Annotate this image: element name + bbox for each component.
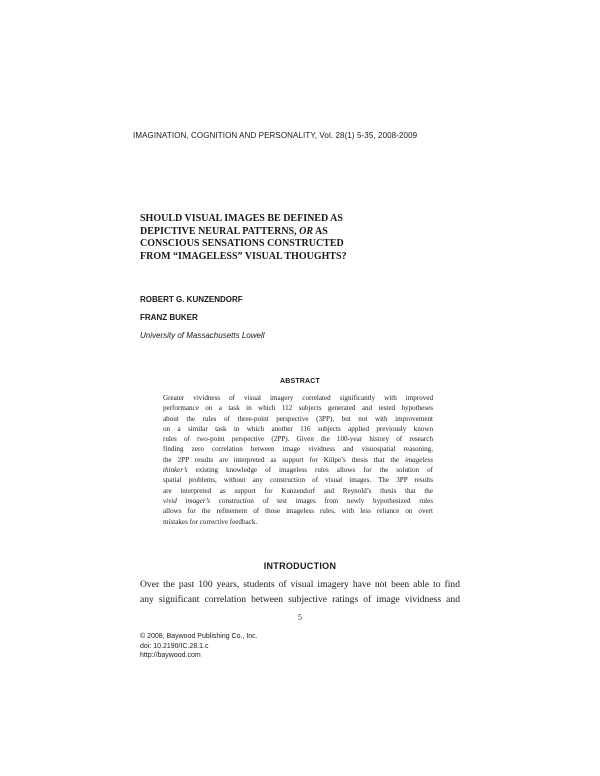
title-line-2	[140, 226, 440, 239]
abstract-line: performance on a task in which 112 subjects generated and tested hypotheses	[163, 404, 433, 413]
abstract-line: mistakes for corrective feedback.	[163, 517, 258, 526]
author-affiliation: University of Massachusetts Lowell	[140, 331, 265, 340]
abstract-line: Greater vividness of visual imagery correlated significantly with improved	[163, 394, 433, 402]
abstract-line: spatial problems, without any construction of visual images. The 3PP results	[163, 476, 433, 485]
author-name: ROBERT G. KUNZENDORF	[140, 295, 243, 304]
publisher-url: http://baywood.com	[140, 652, 201, 659]
title-line-3: CONSCIOUS SENSATIONS CONSTRUCTED	[140, 238, 344, 250]
journal-citation: IMAGINATION, COGNITION AND PERSONALITY, Vol. 28(1) 5-35, 2008-2009	[133, 131, 418, 140]
abstract-heading: ABSTRACT	[279, 378, 321, 385]
body-line: any significant correlation between subjective ratings of image vividness and	[140, 593, 460, 605]
abstract-emphasis: thinker’s	[163, 466, 188, 475]
author-name: FRANZ BUKER	[140, 313, 198, 322]
abstract-line: about the rules of three-point perspective (3PP), but not with improvement	[163, 414, 433, 423]
title-emphasis: OR	[299, 225, 314, 237]
abstract-line: are interpreted as support for Kunzendorf and Reynold’s thesis that the	[163, 486, 433, 495]
title-line-2-end: AS	[314, 225, 328, 237]
abstract-line	[163, 455, 433, 465]
abstract-line	[163, 496, 433, 506]
title-line-4: FROM “IMAGELESS” VISUAL THOUGHTS?	[140, 250, 347, 262]
introduction-body	[140, 578, 460, 607]
publication-footer	[140, 632, 258, 661]
page-number: 5	[298, 613, 302, 622]
title-line-1: SHOULD VISUAL IMAGES BE DEFINED AS	[140, 213, 343, 224]
body-line: Over the past 100 years, students of visual imagery have not been able to find	[140, 579, 460, 590]
copyright-line: © 2008, Baywood Publishing Co., Inc.	[140, 633, 258, 640]
abstract-line: rules of two-point perspective (2PP). Given the 100-year history of research	[163, 435, 433, 444]
abstract-emphasis: imageless	[405, 455, 433, 464]
abstract-body	[163, 393, 433, 527]
abstract-line: on a similar task in which another 116 subjects applied previously known	[163, 424, 433, 433]
abstract-text: existing knowledge of imageless rules allows for the solution of	[195, 466, 433, 475]
abstract-text: the 2PP results are interpreted as support for Külpe’s thesis that the	[163, 455, 400, 464]
article-title	[140, 213, 440, 263]
abstract-emphasis: vivid imager’s	[163, 496, 211, 505]
abstract-line: allows for the refinement of those imageless rules, with less reliance on overt	[163, 507, 433, 516]
doi-line: doi: 10.2190/IC.28.1.c	[140, 642, 209, 650]
abstract-line	[163, 465, 433, 475]
abstract-text: construction of test images from newly hypothesized rules	[218, 496, 433, 505]
title-line-2-start: DEPICTIVE NEURAL PATTERNS,	[140, 225, 297, 237]
abstract-line: finding zero correlation between image vividness and visuospatial reasoning,	[163, 445, 433, 454]
section-heading: INTRODUCTION	[263, 561, 337, 571]
